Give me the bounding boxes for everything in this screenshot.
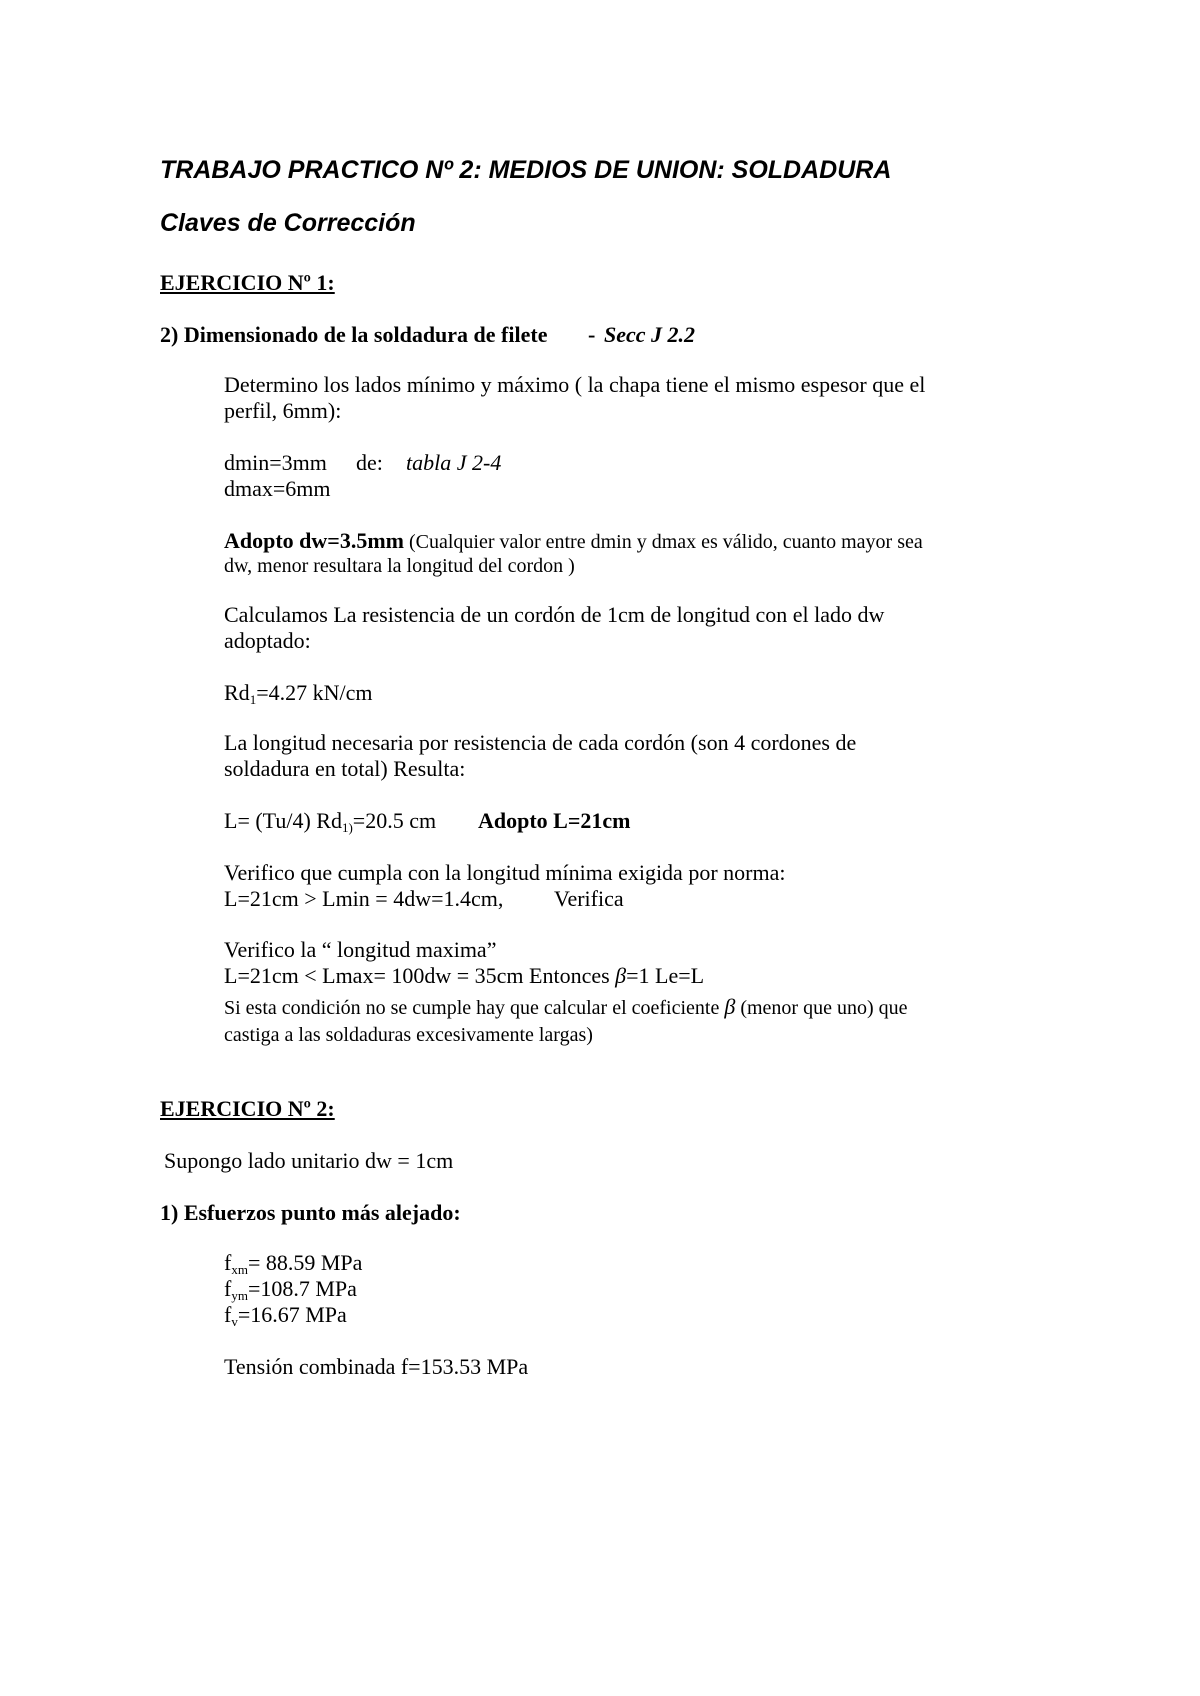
de-label: de: — [356, 450, 383, 475]
dmax-value: dmax=6mm — [224, 476, 331, 501]
exercise-1-heading: EJERCICIO Nº 1: — [160, 270, 335, 295]
dmin-value: dmin=3mm — [224, 450, 327, 475]
f-symbol: f — [224, 1250, 232, 1275]
paragraph-line: La longitud necesaria por resistencia de cada cordón (son 4 cordones de — [224, 730, 857, 755]
document-subtitle: Claves de Corrección — [160, 209, 416, 237]
rd-value: =4.27 kN/cm — [256, 680, 373, 705]
min-length-check: L=21cm > Lmin = 4dw=1.4cm, — [224, 886, 504, 911]
exercise-2-heading: EJERCICIO Nº 2: — [160, 1096, 335, 1121]
max-length-check — [224, 963, 704, 989]
paragraph-line: adoptado: — [224, 628, 311, 653]
paragraph-line: Determino los lados mínimo y máximo ( la chapa tiene el mismo espesor que el — [224, 372, 926, 397]
fxm-result — [224, 1250, 362, 1276]
exercise-1-section-title: 2) Dimensionado de la soldadura de filete — [160, 322, 548, 347]
adopted-dw-note: (Cualquier valor entre dmin y dmax es válido, cuanto mayor sea — [404, 531, 923, 553]
beta-symbol: β — [724, 994, 736, 1019]
section-dash: - — [588, 322, 596, 347]
paragraph-line: soldadura en total) Resulta: — [224, 756, 466, 781]
fv-result — [224, 1302, 347, 1328]
note-text: Si esta condición no se cumple hay que calcular el coeficiente — [224, 997, 720, 1019]
adopted-dw-line — [224, 528, 923, 555]
section-reference: Secc J 2.2 — [604, 322, 696, 347]
fym-result — [224, 1276, 357, 1302]
f-symbol: f — [224, 1276, 232, 1301]
f-symbol: f — [224, 1302, 232, 1327]
beta-symbol: β — [615, 963, 627, 988]
length-subscript: 1) — [341, 820, 353, 835]
note-text: (menor que uno) que — [740, 997, 908, 1019]
combined-stress: Tensión combinada f=153.53 MPa — [224, 1354, 529, 1379]
paragraph-line: Verifico la “ longitud maxima” — [224, 937, 497, 962]
document-title: TRABAJO PRACTICO Nº 2: MEDIOS DE UNION: SOLDADURA — [160, 156, 892, 184]
rd-subscript: 1 — [249, 692, 257, 707]
note-line: castiga a las soldaduras excesivamente largas) — [224, 1024, 593, 1046]
adopted-dw-note-line: dw, menor resultara la longitud del cordon ) — [224, 555, 575, 577]
length-value: =20.5 cm — [352, 808, 437, 833]
length-result — [224, 808, 436, 834]
fym-subscript: ym — [231, 1288, 248, 1303]
length-formula: L= (Tu/4) Rd — [224, 808, 342, 833]
exercise-2-section-title: 1) Esfuerzos punto más alejado: — [160, 1200, 461, 1225]
fxm-value: = 88.59 MPa — [247, 1250, 363, 1275]
adopted-length: Adopto L=21cm — [478, 808, 631, 833]
fym-value: =108.7 MPa — [247, 1276, 357, 1301]
note-line — [224, 994, 908, 1021]
fxm-subscript: xm — [231, 1262, 248, 1277]
fv-subscript: v — [231, 1314, 238, 1329]
rd-result — [224, 680, 372, 706]
table-reference: tabla J 2-4 — [406, 450, 502, 475]
beta-value: =1 Le=L — [626, 963, 705, 988]
paragraph-line: Verifico que cumpla con la longitud mínima exigida por norma: — [224, 860, 786, 885]
adopted-dw: Adopto dw=3.5mm — [224, 528, 404, 553]
rd-symbol: Rd — [224, 680, 250, 705]
fv-value: =16.67 MPa — [237, 1302, 347, 1327]
max-length-text: L=21cm < Lmax= 100dw = 35cm Entonces — [224, 963, 610, 988]
assumption-line: Supongo lado unitario dw = 1cm — [164, 1148, 454, 1173]
min-length-verdict: Verifica — [554, 886, 624, 911]
paragraph-line: Calculamos La resistencia de un cordón de 1cm de longitud con el lado dw — [224, 602, 885, 627]
paragraph-line: perfil, 6mm): — [224, 398, 342, 423]
